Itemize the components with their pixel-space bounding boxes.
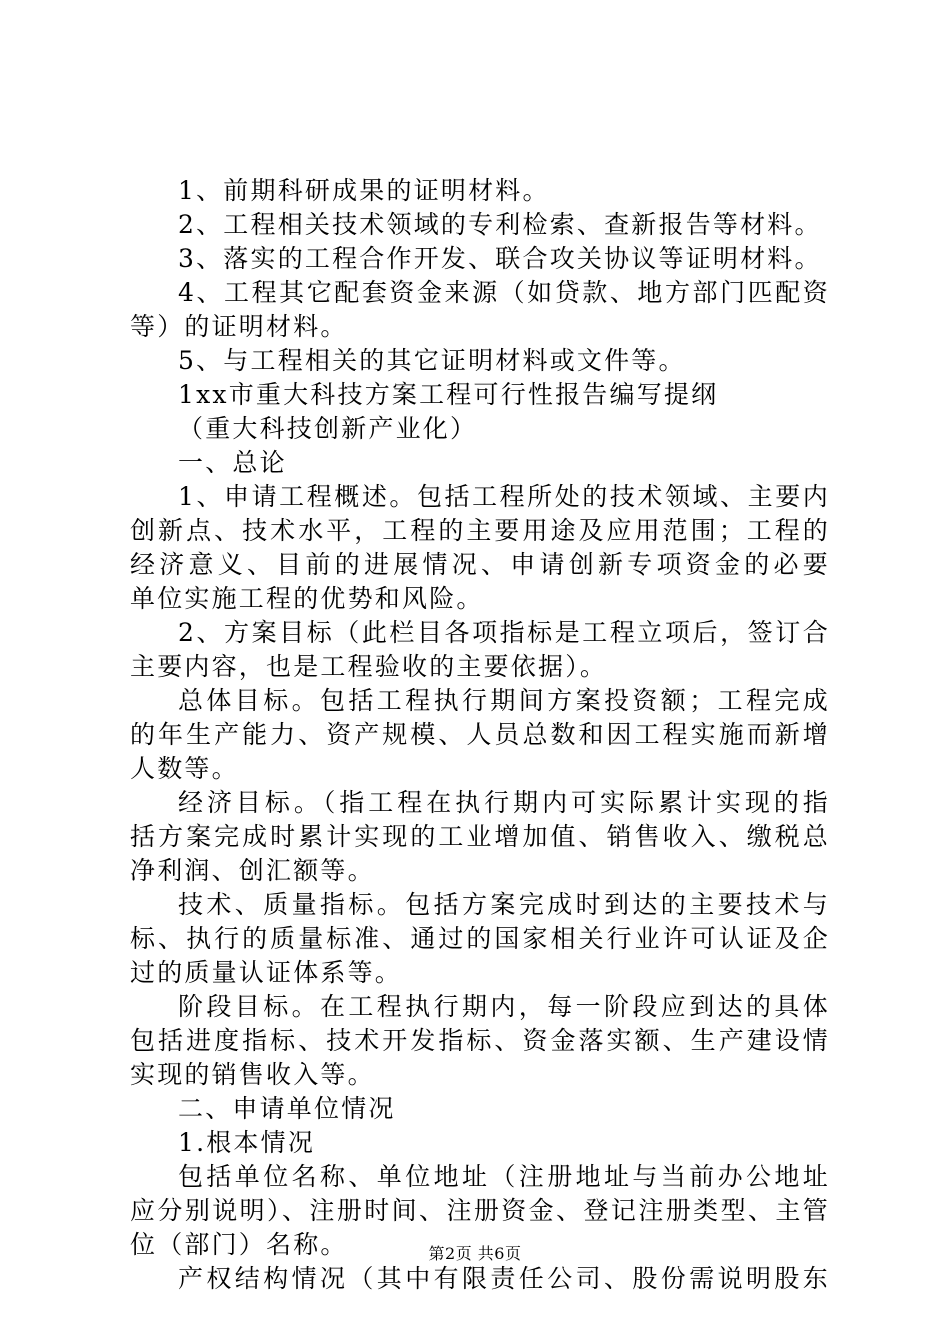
text-line: 过的质量认证体系等。 [130, 958, 403, 987]
text-line: 实现的销售收入等。 [130, 1060, 375, 1089]
text-line: 净利润、创汇额等。 [130, 856, 375, 885]
text-line: 人数等。 [130, 754, 239, 783]
text-line: 位（部门）名称。 [130, 1230, 348, 1259]
text-line: 4、工程其它配套资金来源（如贷款、地方部门匹配资 [178, 278, 830, 307]
text-line: 经济目标。（指工程在执行期内可实际累计实现的指 [178, 788, 830, 817]
text-line: 二、申请单位情况 [178, 1094, 396, 1123]
text-line: 等）的证明材料。 [130, 312, 348, 341]
text-line: 5、与工程相关的其它证明材料或文件等。 [178, 346, 686, 375]
text-line: 经济意义、目前的进展情况、申请创新专项资金的必要 [130, 550, 830, 579]
text-line: 阶段目标。在工程执行期内，每一阶段应到达的具体 [178, 992, 830, 1021]
text-line: 2、方案目标（此栏目各项指标是工程立项后，签订合 [178, 618, 830, 647]
text-line: 1、前期科研成果的证明材料。 [178, 176, 550, 205]
text-line: 2、工程相关技术领域的专利检索、查新报告等材料。 [178, 210, 822, 239]
text-line: 单位实施工程的优势和风险。 [130, 584, 484, 613]
document-body [130, 174, 830, 1296]
text-line: 的年生产能力、资产规模、人员总数和因工程实施而新增 [130, 720, 830, 749]
text-line: 技术、质量指标。包括方案完成时到达的主要技术与 [178, 890, 830, 919]
text-line: 3、落实的工程合作开发、联合攻关协议等证明材料。 [178, 244, 822, 273]
text-line: 1、申请工程概述。包括工程所处的技术领域、主要内 [178, 482, 830, 511]
text-line: 1xx市重大科技方案工程可行性报告编写提纲 [178, 380, 719, 409]
text-line: 包括进度指标、技术开发指标、资金落实额、生产建设情 [130, 1026, 830, 1055]
text-line: 产权结构情况（其中有限责任公司、股份需说明股东 [178, 1264, 830, 1293]
text-line: 一、总论 [178, 448, 287, 477]
text-line: 标、执行的质量标准、通过的国家相关行业许可认证及企 [130, 924, 830, 953]
text-line: 包括单位名称、单位地址（注册地址与当前办公地址 [178, 1162, 830, 1191]
text-line: 总体目标。包括工程执行期间方案投资额；工程完成 [178, 686, 830, 715]
text-line: 括方案完成时累计实现的工业增加值、销售收入、缴税总 [130, 822, 830, 851]
text-line: 应分别说明）、注册时间、注册资金、登记注册类型、主管 [130, 1196, 830, 1225]
text-line: 1.根本情况 [178, 1128, 316, 1157]
text-line: （重大科技创新产业化） [178, 414, 478, 443]
page-footer: 第2页 共6页 [428, 1244, 522, 1263]
text-line: 创新点、技术水平，工程的主要用途及应用范围；工程的 [130, 516, 830, 545]
text-line: 主要内容，也是工程验收的主要依据）。 [130, 652, 608, 681]
